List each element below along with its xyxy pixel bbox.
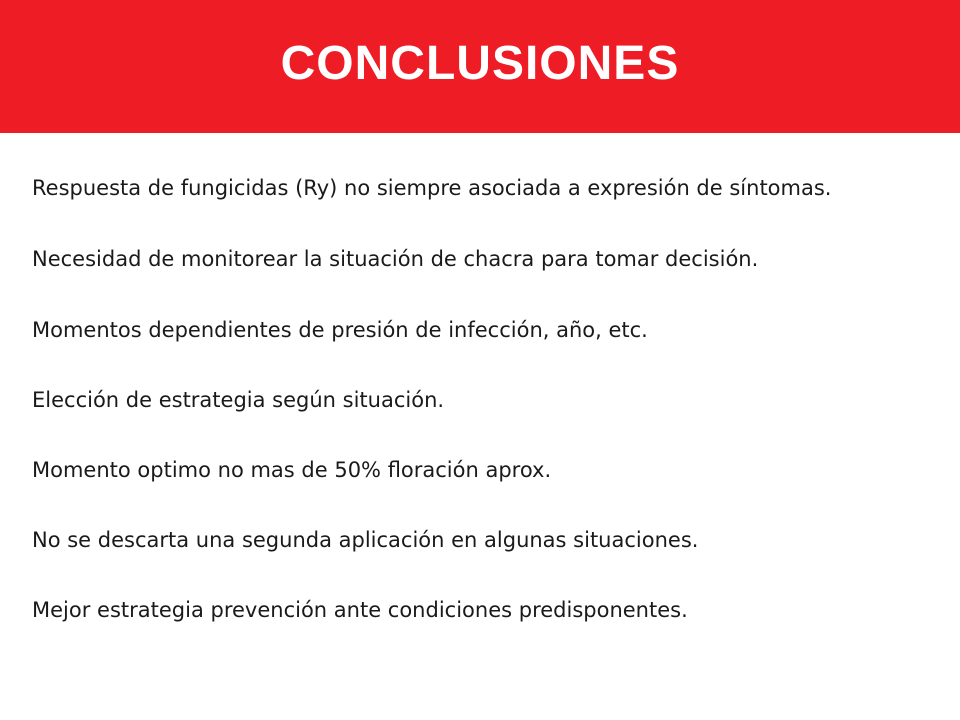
conclusion-item-4: Elección de estrategia según situación.: [32, 388, 445, 412]
conclusion-item-2: Necesidad de monitorear la situación de chacra para tomar decisión.: [32, 247, 759, 271]
conclusion-item-1: Respuesta de fungicidas (Ry) no siempre asociada a expresión de síntomas.: [32, 176, 832, 200]
conclusion-item-6: No se descarta una segunda aplicación en algunas situaciones.: [32, 528, 699, 552]
header-band: [0, 0, 960, 133]
conclusion-item-5: Momento optimo no mas de 50% floración aprox.: [32, 458, 552, 482]
conclusion-item-3: Momentos dependientes de presión de infección, año, etc.: [32, 318, 648, 342]
conclusion-item-7: Mejor estrategia prevención ante condiciones predisponentes.: [32, 598, 688, 622]
slide-title: CONCLUSIONES: [280, 37, 680, 90]
